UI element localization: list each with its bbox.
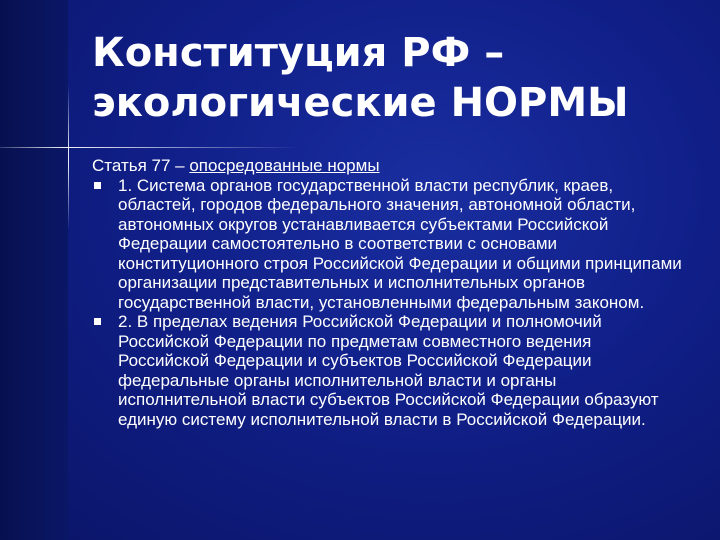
list-item-text: 2. В пределах ведения Российской Федерации и полномочий Российской Федерации по предметам совместного ведения Российской Федерации и субъектов Российской Федерации федеральные органы исполнительной власти и органы исполнительной власти субъектов Российской Федерации образуют единую систему исполнительной власти в Российской Федерации.: [118, 312, 659, 429]
decorative-vertical-line: [68, 85, 69, 230]
article-subheading: [92, 156, 682, 176]
slide-title-line2: экологические НОРМЫ: [92, 80, 629, 126]
norms-list: [92, 176, 682, 430]
subheading-prefix: Статья 77 –: [92, 156, 190, 175]
slide-title: [92, 28, 692, 128]
left-decorative-band: [0, 0, 68, 540]
decorative-horizontal-line: [0, 147, 300, 148]
square-bullet-icon: [94, 318, 101, 325]
square-bullet-icon: [94, 182, 101, 189]
slide-title-line1: Конституция РФ –: [92, 30, 505, 76]
list-item: [92, 176, 682, 313]
slide-body: [92, 156, 682, 429]
list-item: [92, 312, 682, 429]
list-item-text: 1. Система органов государственной власти республик, краев, областей, городов федерального значения, автономной области, автономных округов устанавливается субъектами Российской Федерации самостоятельно в соответствии с основами конституционного строя Российской Федерации и общими принципами организации представительных и исполнительных органов государственной власти, установленными федеральным законом.: [118, 175, 682, 312]
subheading-underlined: опосредованные нормы: [189, 156, 380, 175]
